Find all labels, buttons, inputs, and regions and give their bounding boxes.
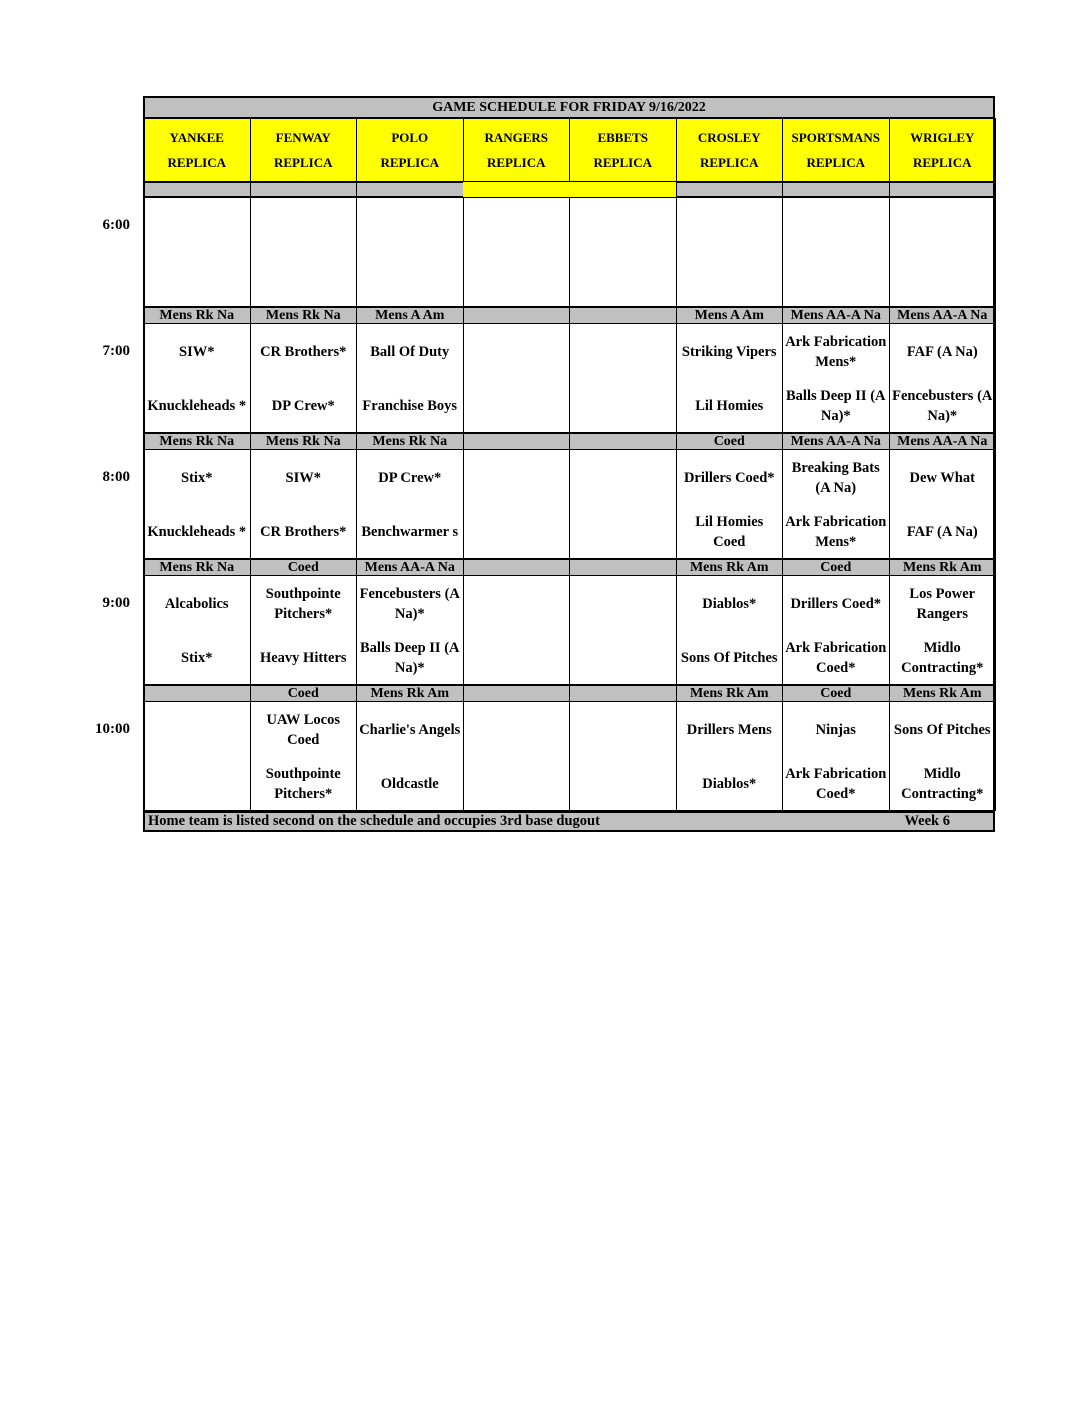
field-name: WRIGLEY <box>910 129 975 145</box>
visiting-team: Stix* <box>181 470 213 486</box>
division-label: Mens Rk Na <box>143 559 251 576</box>
game-cell <box>676 197 784 307</box>
visiting-team: Drillers Mens <box>686 722 772 738</box>
division-label <box>463 307 571 324</box>
home-team: Balls Deep II (A Na)* <box>360 640 460 676</box>
visiting-team <box>465 453 569 503</box>
home-team: Diablos* <box>702 776 757 792</box>
home-team <box>465 507 569 557</box>
visiting-team: Striking Vipers <box>681 344 777 360</box>
home-team: Ark Fabrication Coed* <box>785 766 887 802</box>
home-team: Midlo Contracting* <box>901 766 984 802</box>
home-team <box>465 759 569 809</box>
home-team: DP Crew* <box>271 398 335 414</box>
home-team: Heavy Hitters <box>259 650 347 666</box>
game-cell <box>782 197 890 307</box>
division-label: Mens Rk Am <box>676 559 784 576</box>
visiting-team: Diablos* <box>702 596 757 612</box>
visiting-team: Breaking Bats (A Na) <box>791 460 880 496</box>
home-team: FAF (A Na) <box>906 524 978 540</box>
division-label: Mens AA-A Na <box>782 433 890 450</box>
home-team: Lil Homies <box>695 398 764 414</box>
home-team: Oldcastle <box>380 776 439 792</box>
home-team: Sons Of Pitches <box>680 650 778 666</box>
division-label <box>463 433 571 450</box>
division-label: Mens Rk Na <box>143 433 251 450</box>
division-label <box>463 685 571 702</box>
home-team <box>465 633 569 683</box>
division-label: Coed <box>782 685 890 702</box>
field-header-sportsmans <box>782 118 890 182</box>
home-team: CR Brothers* <box>260 524 347 540</box>
game-cell <box>250 197 358 307</box>
visiting-team <box>571 327 675 377</box>
visiting-team <box>571 579 675 629</box>
division-label <box>569 559 677 576</box>
visiting-team: FAF (A Na) <box>906 344 978 360</box>
division-label: Coed <box>676 433 784 450</box>
visiting-team <box>465 327 569 377</box>
division-label: Coed <box>250 559 358 576</box>
visiting-team: Alcabolics <box>164 596 229 612</box>
field-subtitle: REPLICA <box>486 154 546 170</box>
visiting-team: Fencebusters (A Na)* <box>359 586 460 622</box>
field-subtitle: REPLICA <box>167 154 226 170</box>
visiting-team: Southpointe Pitchers* <box>265 586 341 622</box>
home-team: Midlo Contracting* <box>901 640 984 676</box>
field-header-yankee <box>143 118 251 182</box>
field-subtitle: REPLICA <box>699 154 759 170</box>
division-label: Mens Rk Am <box>356 685 464 702</box>
visiting-team: DP Crew* <box>378 470 442 486</box>
visiting-team: Drillers Coed* <box>790 596 882 612</box>
visiting-team: Ark Fabrication Mens* <box>785 334 887 370</box>
division-label: Mens Rk Na <box>250 307 358 324</box>
header-separator <box>569 182 677 197</box>
field-name: SPORTSMANS <box>791 129 880 145</box>
home-team <box>465 381 569 431</box>
home-team: Lil Homies Coed <box>695 514 764 550</box>
field-name: CROSLEY <box>697 129 761 145</box>
visiting-team: SIW* <box>179 344 215 360</box>
schedule-footer <box>143 811 995 832</box>
field-header-rangers <box>463 118 571 182</box>
time-label: 10:00 <box>95 721 130 737</box>
field-name: POLO <box>391 129 429 145</box>
visiting-team: Drillers Coed* <box>683 470 775 486</box>
header-separator <box>356 182 464 197</box>
footer-note: Home team is listed second on the schedule and occupies 3rd base dugout <box>148 813 600 829</box>
home-team: Southpointe Pitchers* <box>265 766 341 802</box>
field-header-ebbets <box>569 118 677 182</box>
visiting-team: Dew What <box>909 470 975 486</box>
home-team: Knuckleheads * <box>147 524 247 540</box>
header-separator <box>463 182 571 197</box>
visiting-team <box>571 705 675 755</box>
home-team <box>145 759 249 809</box>
field-header-fenway <box>250 118 358 182</box>
home-team: Stix* <box>181 650 213 666</box>
header-separator <box>889 182 997 197</box>
visiting-team: Charlie's Angels <box>359 722 461 738</box>
home-team <box>571 507 675 557</box>
field-subtitle: REPLICA <box>806 154 865 170</box>
visiting-team: Ball Of Duty <box>370 344 450 360</box>
visiting-team <box>465 705 569 755</box>
home-team: Franchise Boys <box>362 398 458 414</box>
division-label: Mens Rk Am <box>889 685 997 702</box>
field-subtitle: REPLICA <box>380 154 439 170</box>
time-label: 6:00 <box>102 217 130 233</box>
header-separator <box>143 182 251 197</box>
game-cell <box>143 197 251 307</box>
schedule-title: GAME SCHEDULE FOR FRIDAY 9/16/2022 <box>143 96 995 118</box>
field-name: FENWAY <box>275 129 331 145</box>
visiting-team: UAW Locos Coed <box>266 712 340 748</box>
field-name: RANGERS <box>484 129 549 145</box>
division-label: Mens AA-A Na <box>356 559 464 576</box>
visiting-team <box>465 579 569 629</box>
division-label: Mens Rk Na <box>250 433 358 450</box>
header-separator <box>782 182 890 197</box>
home-team <box>571 633 675 683</box>
division-label <box>569 685 677 702</box>
division-label: Mens Rk Am <box>889 559 997 576</box>
game-cell <box>569 197 677 307</box>
visiting-team <box>571 453 675 503</box>
game-cell <box>356 197 464 307</box>
division-label: Mens A Am <box>356 307 464 324</box>
visiting-team: Ninjas <box>815 722 856 738</box>
division-label: Mens AA-A Na <box>889 307 997 324</box>
game-cell <box>463 197 571 307</box>
division-label: Mens Rk Am <box>676 685 784 702</box>
time-label: 9:00 <box>102 595 130 611</box>
time-label: 7:00 <box>102 343 130 359</box>
visiting-team: SIW* <box>285 470 321 486</box>
header-separator <box>250 182 358 197</box>
field-header-polo <box>356 118 464 182</box>
field-header-wrigley <box>889 118 997 182</box>
division-label <box>463 559 571 576</box>
home-team: Ark Fabrication Coed* <box>785 640 887 676</box>
division-label: Mens Rk Na <box>356 433 464 450</box>
home-team <box>571 759 675 809</box>
division-label: Mens Rk Na <box>143 307 251 324</box>
field-subtitle: REPLICA <box>593 154 652 170</box>
week-label: Week 6 <box>904 813 950 829</box>
home-team: Benchwarmer s <box>361 524 459 540</box>
home-team: Balls Deep II (A Na)* <box>786 388 886 424</box>
time-label: 8:00 <box>102 469 130 485</box>
home-team: Ark Fabrication Mens* <box>785 514 887 550</box>
home-team: Knuckleheads * <box>147 398 247 414</box>
division-label <box>569 307 677 324</box>
division-label <box>143 685 251 702</box>
home-team <box>571 381 675 431</box>
division-label: Mens A Am <box>676 307 784 324</box>
game-cell <box>889 197 997 307</box>
field-name: YANKEE <box>169 129 224 145</box>
visiting-team: Los Power Rangers <box>909 586 976 622</box>
visiting-team: CR Brothers* <box>260 344 347 360</box>
division-label: Mens AA-A Na <box>782 307 890 324</box>
field-subtitle: REPLICA <box>912 154 972 170</box>
header-separator <box>676 182 784 197</box>
home-team: Fencebusters (A Na)* <box>892 388 993 424</box>
field-name: EBBETS <box>597 129 649 145</box>
visiting-team <box>145 705 249 755</box>
field-subtitle: REPLICA <box>273 154 333 170</box>
division-label: Coed <box>782 559 890 576</box>
division-label: Coed <box>250 685 358 702</box>
field-header-crosley <box>676 118 784 182</box>
division-label <box>569 433 677 450</box>
division-label: Mens AA-A Na <box>889 433 997 450</box>
visiting-team: Sons Of Pitches <box>893 722 991 738</box>
